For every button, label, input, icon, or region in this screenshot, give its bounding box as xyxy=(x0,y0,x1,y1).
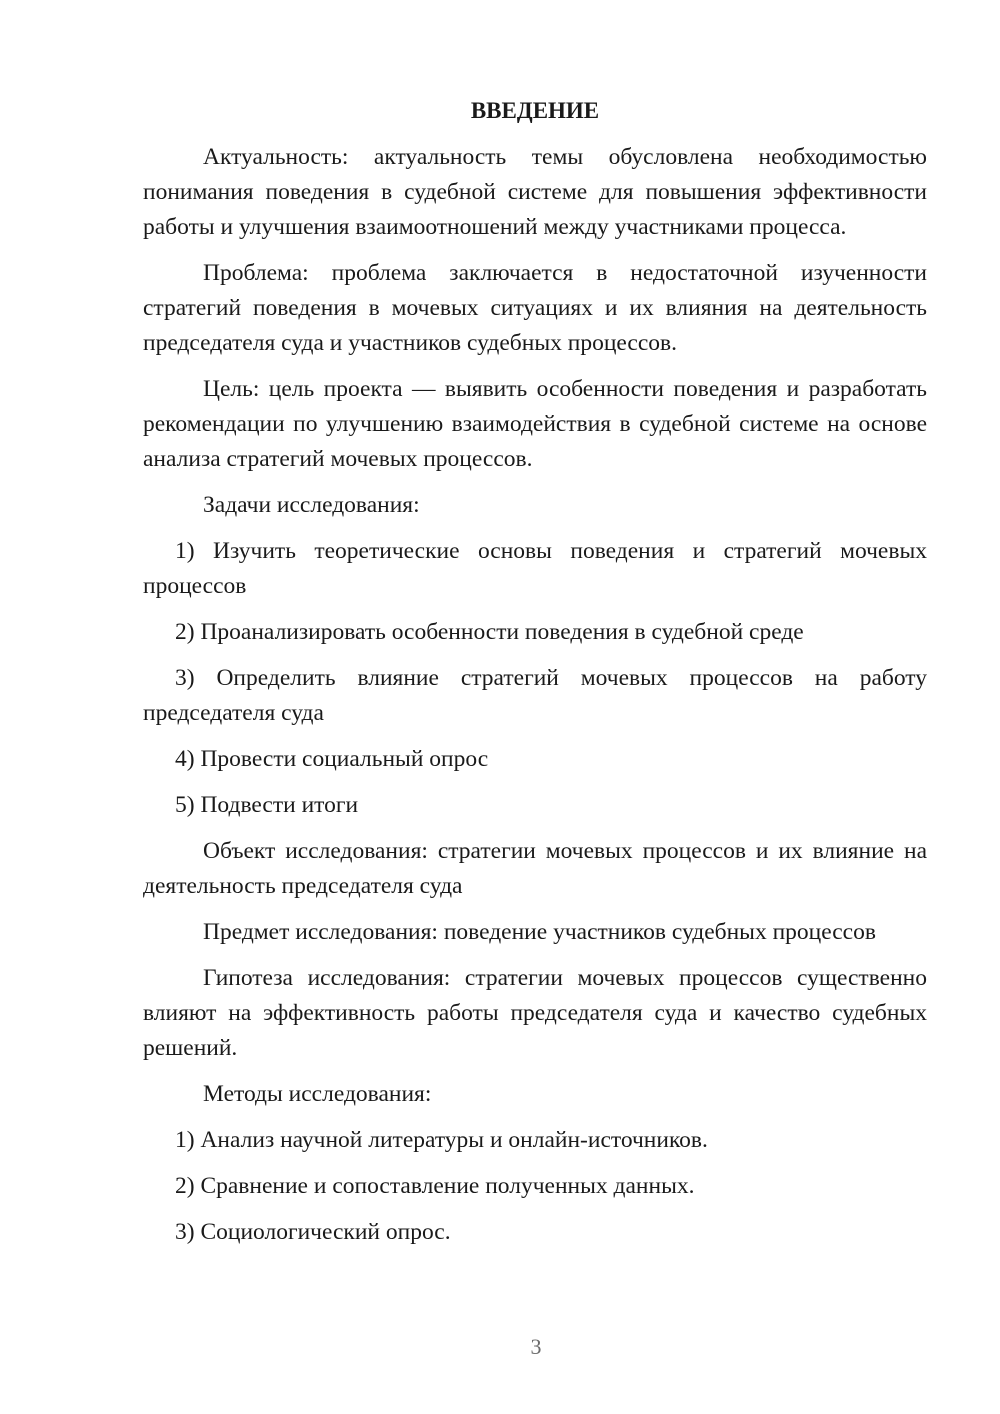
method-item-2: 2) Сравнение и сопоставление полученных данных. xyxy=(175,1173,695,1199)
methods-label: Методы исследования: xyxy=(203,1081,432,1107)
method-item-1: 1) Анализ научной литературы и онлайн-источников. xyxy=(175,1127,708,1153)
page-number: 3 xyxy=(530,1334,542,1359)
task-item-1: 1) Изучить теоретические основы поведения и стратегий мочевых процессов xyxy=(143,538,927,599)
page-content xyxy=(143,93,927,1261)
subject-paragraph: Предмет исследования: поведение участников судебных процессов xyxy=(203,919,876,945)
goal-paragraph: Цель: цель проекта — выявить особенности поведения и разработать рекомендации по улучшению взаимодействия в судебной системе на основе анализа стратегий мочевых процессов. xyxy=(143,376,927,472)
section-heading: ВВЕДЕНИЕ xyxy=(470,98,600,123)
problem-paragraph: Проблема: проблема заключается в недостаточной изученности стратегий поведения в мочевых ситуациях и их влияния на деятельность председателя суда и участников судебных процессов. xyxy=(143,260,927,356)
object-paragraph: Объект исследования: стратегии мочевых процессов и их влияние на деятельность председателя суда xyxy=(143,838,927,899)
task-item-4: 4) Провести социальный опрос xyxy=(175,746,489,772)
tasks-label: Задачи исследования: xyxy=(203,492,420,518)
relevance-paragraph: Актуальность: актуальность темы обусловлена необходимостью понимания поведения в судебной системе для повышения эффективности работы и улучшения взаимоотношений между участниками процесса. xyxy=(143,144,927,240)
task-item-3: 3) Определить влияние стратегий мочевых процессов на работу председателя суда xyxy=(143,665,927,726)
method-item-3: 3) Социологический опрос. xyxy=(175,1219,451,1245)
hypothesis-paragraph: Гипотеза исследования: стратегии мочевых процессов существенно влияют на эффективность работы председателя суда и качество судебных решений. xyxy=(143,965,927,1061)
task-item-5: 5) Подвести итоги xyxy=(175,792,359,818)
task-item-2: 2) Проанализировать особенности поведения в судебной среде xyxy=(175,619,804,645)
